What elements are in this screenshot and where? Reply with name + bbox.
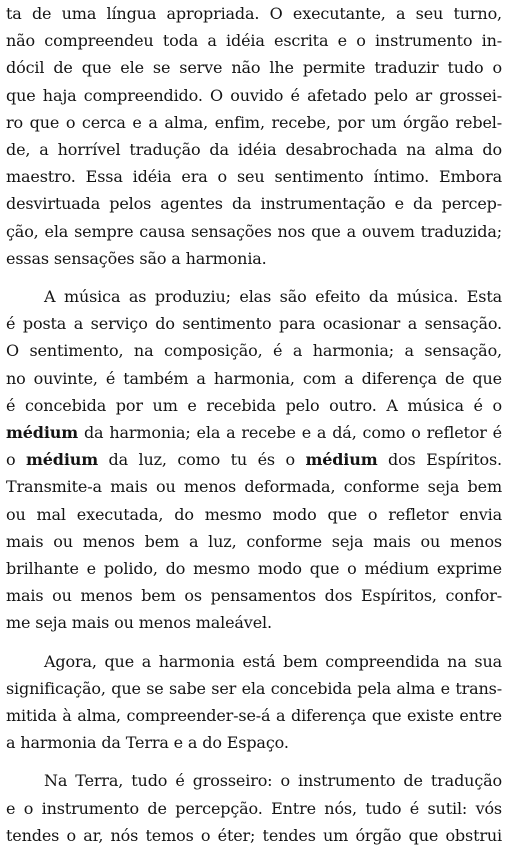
text-segment: da luz, como tu és o: [98, 450, 306, 470]
text-line: mais ou menos bem a luz, conforme seja mais ou menos: [6, 531, 502, 551]
bold-term-medium: médium: [25, 450, 99, 470]
text-line: mais ou menos bem os pensamentos dos Espíritos, confor-: [6, 586, 502, 606]
text-line: ou mal executada, do mesmo modo que o refletor envia: [6, 504, 502, 524]
text-segment: o: [6, 450, 26, 470]
text-line: não compreendeu toda a idéia escrita e o instrumento in-: [6, 31, 502, 51]
text-line: tendes o ar, nós temos o éter; tendes um órgão que obstrui: [6, 825, 502, 845]
text-line: me seja mais ou menos maleável.: [6, 613, 272, 633]
text-line: essas sensações são a harmonia.: [6, 248, 267, 268]
text-line: é posta a serviço do sentimento para ocasionar a sensação.: [6, 314, 502, 334]
text-line: a harmonia da Terra e a do Espaço.: [6, 733, 289, 753]
text-line: ro que o cerca e a alma, enfim, recebe, por um órgão rebel-: [6, 112, 502, 132]
text-line: [6, 419, 502, 446]
text-line: [6, 446, 502, 473]
paragraph-2: [6, 283, 502, 637]
text-segment: dos Espíritos.: [377, 450, 502, 470]
text-line: e o instrumento de percepção. Entre nós, tudo é sutil: vós: [6, 798, 502, 818]
text-line: Agora, que a harmonia está bem compreendida na sua: [44, 651, 502, 671]
text-line: no ouvinte, é também a harmonia, com a diferença de que: [6, 368, 502, 388]
paragraph-4: [6, 767, 502, 849]
text-line: que haja compreendido. O ouvido é afetado pelo ar grossei-: [6, 85, 502, 105]
text-line: mitida à alma, compreender-se-á a diferença que existe entre: [6, 706, 502, 726]
text-line: de, a horrível tradução da idéia desabrochada na alma do: [6, 140, 502, 160]
text-line: desvirtuada pelos agentes da instrumentação e da percep-: [6, 194, 502, 214]
text-line: é concebida por um e recebida pelo outro. A música é o: [6, 395, 502, 415]
bold-term-medium: médium: [305, 450, 378, 470]
bold-term-medium: médium: [6, 423, 79, 443]
document-page: [6, 0, 502, 860]
text-line: A música as produziu; elas são efeito da música. Esta: [44, 287, 502, 307]
text-line: Transmite-a mais ou menos deformada, conforme seja bem: [6, 477, 502, 497]
text-line: O sentimento, na composição, é a harmonia; a sensação,: [6, 341, 502, 361]
text-line: significação, que se sabe ser ela concebida pela alma e trans-: [6, 678, 502, 698]
text-line: maestro. Essa idéia era o seu sentimento íntimo. Embora: [6, 167, 502, 187]
paragraph-3: [6, 648, 502, 757]
text-line: Na Terra, tudo é grosseiro: o instrumento de tradução: [44, 771, 502, 791]
text-segment: da harmonia; ela a recebe e a dá, como o refletor é: [78, 423, 502, 443]
text-line: brilhante e polido, do mesmo modo que o médium exprime: [6, 559, 502, 579]
text-line: dócil de que ele se serve não lhe permite traduzir tudo o: [6, 58, 502, 78]
text-line: ta de uma língua apropriada. O executante, a seu turno,: [6, 4, 502, 23]
paragraph-1: [6, 0, 502, 272]
text-line: ção, ela sempre causa sensações nos que a ouvem traduzida;: [6, 221, 502, 241]
